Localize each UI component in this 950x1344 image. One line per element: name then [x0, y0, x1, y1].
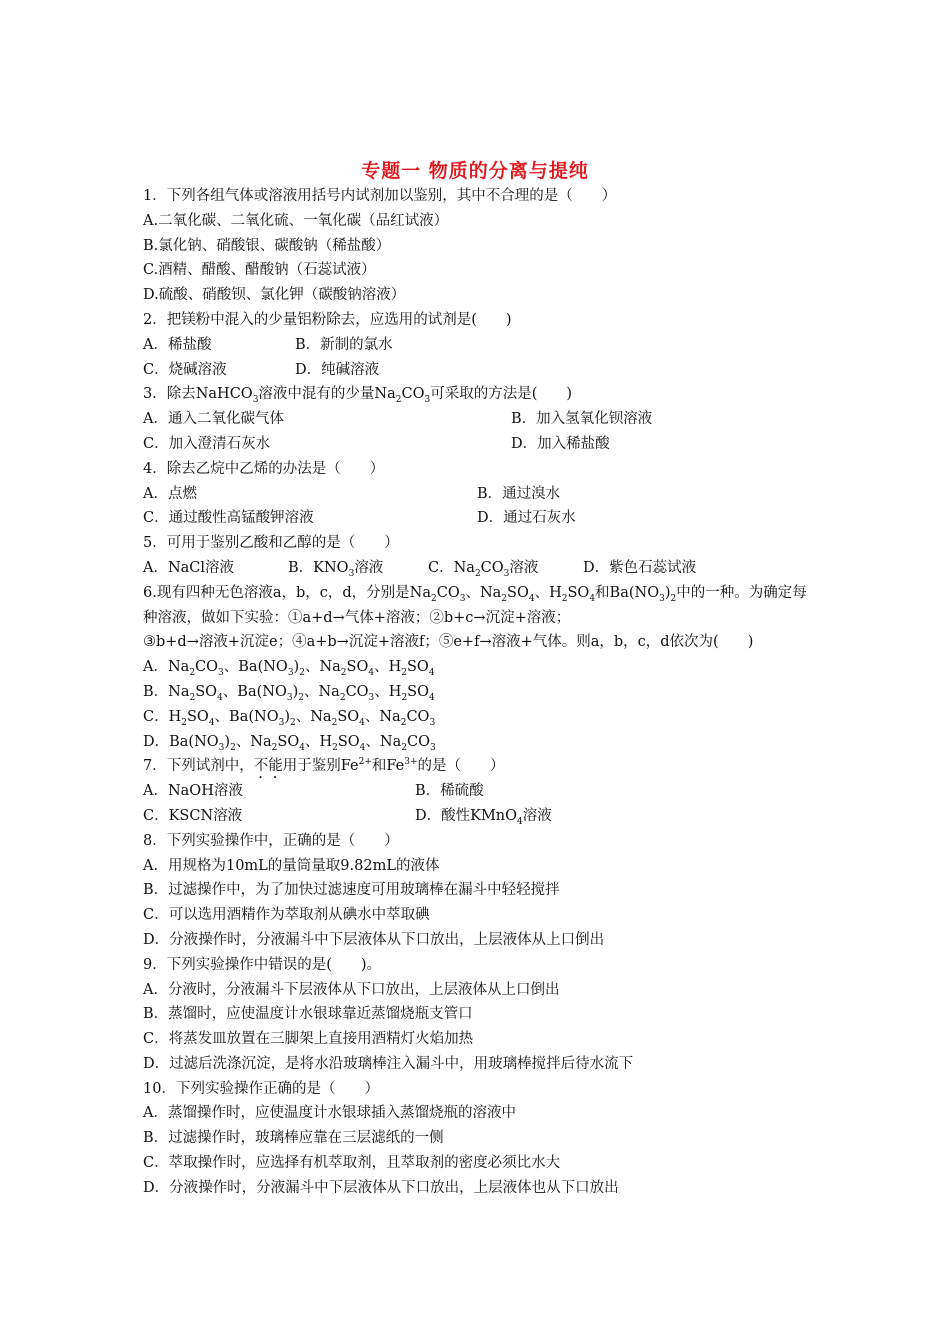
- q6-option-b: B．$Na_2SO_4$、$Ba(NO_3)_2$、$Na_2CO_3$、$H_2SO_4$: [143, 683, 435, 703]
- q10-option-d: D．分液操作时，分液漏斗中下层液体从下口放出，上层液体也从下口放出: [143, 1179, 619, 1196]
- q7-stem: 7．下列试剂中，不能用于鉴别$Fe^{2+}$和$Fe^{3+}$的是（ ）: [143, 757, 505, 775]
- q3-options-row-1: [143, 407, 823, 432]
- q2-options-row-2: [143, 358, 823, 383]
- q8-option-c: C．可以选用酒精作为萃取剂从碘水中萃取碘: [143, 907, 430, 924]
- q2-option-d: D．纯碱溶液: [295, 361, 380, 378]
- q10-stem: 10．下列实验操作正确的是（ ）: [143, 1080, 379, 1097]
- q3-option-a: A．通入二氧化碳气体: [143, 411, 284, 428]
- q4-option-d: D．通过石灰水: [477, 510, 576, 527]
- q1-option-d: D.硫酸、硝酸钡、氯化钾（碳酸钠溶液）: [143, 287, 406, 304]
- q4-option-c: C．通过酸性高锰酸钾溶液: [143, 510, 314, 527]
- q1-option-a: A.二氧化碳、二氧化硫、一氧化碳（品红试液）: [143, 212, 449, 229]
- q6-option-a: A．$Na_2CO_3$、$Ba(NO_3)_2$、$Na_2SO_4$、$H_2SO_4$: [143, 659, 435, 679]
- q2-options-row-1: [143, 333, 823, 358]
- q4-option-b: B．通过溴水: [477, 485, 561, 502]
- q7-option-d: D．酸性KMnO$_4$溶液: [415, 807, 552, 827]
- q7-option-c: C．KSCN溶液: [143, 807, 243, 824]
- q5-option-a: A．NaCl溶液: [143, 559, 235, 576]
- q5-option-d: D．紫色石蕊试液: [583, 559, 697, 576]
- q8-option-a: A．用规格为10mL的量筒量取9.82mL的液体: [143, 857, 440, 874]
- q6-stem-line-3: ③b+d→溶液+沉淀e；④a+b→沉淀+溶液f；⑤e+f→溶液+气体。则a，b，c，d依次为( ): [143, 634, 754, 651]
- q3-option-d: D．加入稀盐酸: [511, 435, 610, 452]
- page-title: 专题一 物质的分离与提纯: [361, 160, 589, 182]
- q7-option-b: B．稀硫酸: [415, 783, 484, 800]
- q10-option-c: C．萃取操作时，应选择有机萃取剂，且萃取剂的密度必须比水大: [143, 1155, 561, 1172]
- q9-option-d: D．过滤后洗涤沉淀，是将水沿玻璃棒注入漏斗中，用玻璃棒搅拌后待水流下: [143, 1055, 634, 1072]
- q6-option-c: C．$H_2SO_4$、$Ba(NO_3)_2$、$Na_2SO_4$、$Na_2CO_3$: [143, 708, 436, 728]
- q2-stem: 2．把镁粉中混入的少量铝粉除去，应选用的试剂是( ): [143, 311, 512, 328]
- q6-stem-line-1: 6.现有四种无色溶液a，b，c，d，分别是$Na_2CO_3$、$Na_2SO_4$、$H_2SO_4$和$Ba(NO_3)_2$中的一种。为确定每: [143, 584, 807, 604]
- q5-option-b: B．$KNO_3$溶液: [288, 559, 384, 579]
- q6-option-d: D．$Ba(NO_3)_2$、$Na_2SO_4$、$H_2SO_4$、$Na_2CO_3$: [143, 733, 436, 753]
- emphasis-text: 不能: [253, 758, 283, 775]
- q1-stem: 1．下列各组气体或溶液用括号内试剂加以鉴别，其中不合理的是（ ）: [143, 188, 617, 204]
- q7-options-row-2: [143, 804, 823, 829]
- q8-option-b: B．过滤操作中，为了加快过滤速度可用玻璃棒在漏斗中轻轻搅拌: [143, 882, 560, 899]
- q7-options-row-1: [143, 779, 823, 804]
- q9-option-b: B．蒸馏时，应使温度计水银球靠近蒸馏烧瓶支管口: [143, 1006, 473, 1023]
- q1-option-b: B.氯化钠、硝酸银、碳酸钠（稀盐酸）: [143, 237, 391, 254]
- q4-options-row-1: [143, 482, 823, 507]
- q3-stem: 3．除去NaHCO$_3$溶液中混有的少量$Na_2CO_3$可采取的方法是( ): [143, 386, 573, 406]
- q2-option-b: B．新制的氯水: [295, 336, 393, 353]
- q5-stem: 5．可用于鉴别乙酸和乙醇的是（ ）: [143, 535, 399, 552]
- q4-options-row-2: [143, 506, 823, 531]
- q3-option-b: B．加入氢氧化钡溶液: [511, 411, 653, 428]
- q2-option-c: C．烧碱溶液: [143, 361, 227, 378]
- q5-options-row: [143, 556, 823, 581]
- q6-stem-line-2: 种溶液，做如下实验：①a+d→气体+溶液；②b+c→沉淀+溶液；: [143, 609, 571, 626]
- q9-stem: 9．下列实验操作中错误的是( )。: [143, 956, 382, 973]
- q3-option-c: C．加入澄清石灰水: [143, 435, 271, 452]
- q4-option-a: A．点燃: [143, 485, 197, 502]
- q4-stem: 4．除去乙烷中乙烯的办法是（ ）: [143, 460, 385, 477]
- q7-option-a: A．NaOH溶液: [143, 783, 243, 800]
- question-list: [143, 184, 823, 1201]
- q8-option-d: D．分液操作时，分液漏斗中下层液体从下口放出，上层液体从上口倒出: [143, 931, 605, 948]
- q9-option-a: A．分液时，分液漏斗下层液体从下口放出，上层液体从上口倒出: [143, 981, 560, 998]
- q3-options-row-2: [143, 432, 823, 457]
- q8-stem: 8．下列实验操作中，正确的是（ ）: [143, 832, 399, 849]
- q10-option-a: A．蒸馏操作时，应使温度计水银球插入蒸馏烧瓶的溶液中: [143, 1105, 516, 1122]
- q2-option-a: A．稀盐酸: [143, 336, 212, 353]
- q5-option-c: C．$Na_2CO_3$溶液: [428, 559, 539, 579]
- q1-option-c: C.酒精、醋酸、醋酸钠（石蕊试液）: [143, 262, 376, 279]
- q9-option-c: C．将蒸发皿放置在三脚架上直接用酒精灯火焰加热: [143, 1031, 474, 1048]
- q10-option-b: B．过滤操作时，玻璃棒应靠在三层滤纸的一侧: [143, 1130, 444, 1147]
